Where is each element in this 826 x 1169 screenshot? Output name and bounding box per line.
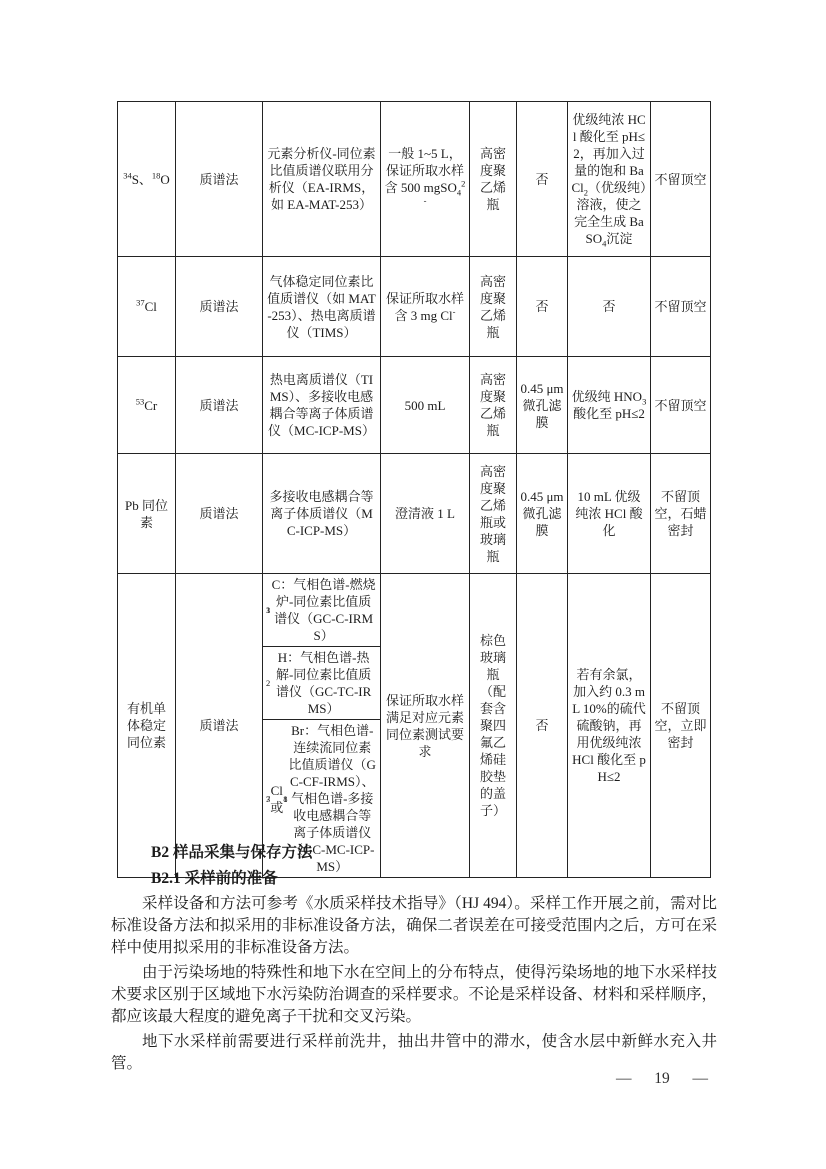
cell-preservation: 10 mL 优级纯浓 HCl 酸化: [568, 454, 651, 574]
body-text: [111, 840, 717, 1075]
cell-isotope: $^{37}$Cl: [118, 257, 176, 357]
cell-preservation: 否: [568, 257, 651, 357]
footer-page-number: [616, 1070, 708, 1088]
cell-instrument: 热电离质谱仪（TIMS）、多接收电感耦合等离子体质谱仪（MC-ICP-MS）: [263, 357, 381, 454]
cell-container: 高密度聚乙烯瓶或玻璃瓶: [470, 454, 517, 574]
cell-preservation: 优级纯 $HNO_3$酸化至 pH≤2: [568, 357, 651, 454]
section-heading-b21: B2.1 采样前的准备: [151, 870, 278, 887]
cell-headspace: 不留顶空: [651, 102, 711, 257]
cell-method: 质谱法: [176, 257, 263, 357]
page-number-dash-right: —: [692, 1070, 708, 1087]
table-row: [118, 454, 711, 574]
cell-isotope: Pb 同位素: [118, 454, 176, 574]
cell-headspace: 不留顶空，石蜡密封: [651, 454, 711, 574]
cell-preservation: 若有余氯，加入约 0.3 mL 10%的硫代硫酸钠，再用优级纯浓 HCl 酸化至 pH≤2: [568, 574, 651, 878]
cell-headspace: 不留顶空: [651, 257, 711, 357]
cell-filter: 0.45 μm 微孔滤膜: [517, 357, 568, 454]
cell-method: 质谱法: [176, 357, 263, 454]
cell-headspace: 不留顶空: [651, 357, 711, 454]
instrument-sub-cell: 2 H：气相色谱-热解-同位素比值质谱仪（GC-TC-IRMS）: [263, 646, 380, 719]
table-row: [118, 102, 711, 257]
cell-volume: 保证所取水样满足对应元素同位素测试要求: [381, 574, 470, 878]
cell-instrument: 元素分析仪-同位素比值质谱仪联用分析仪（EA-IRMS，如 EA-MAT-253）: [263, 102, 381, 257]
cell-container: 棕色玻璃瓶（配套含聚四氟乙烯硅胶垫的盖子）: [470, 574, 517, 878]
cell-filter: 0.45 μm 微孔滤膜: [517, 454, 568, 574]
cell-volume: 保证所取水样含 3 mg Cl-: [381, 257, 470, 357]
cell-container: 高密度聚乙烯瓶: [470, 257, 517, 357]
paragraph: 由于污染场地的特殊性和地下水在空间上的分布特点，使得污染场地的地下水采样技术要求区别于区域地下水污染防治调查的采样要求。不论是采样设备、材料和采样顺序，都应该最大程度的避免离子干扰和交叉污染。: [111, 964, 717, 1025]
cell-filter: 否: [517, 102, 568, 257]
table-row: [118, 357, 711, 454]
cell-filter: 否: [517, 574, 568, 878]
cell-volume: 500 mL: [381, 357, 470, 454]
paragraph: 采样设备和方法可参考《水质采样技术指导》（HJ 494）。采样工作开展之前，需对比标准设备方法和拟采用的非标准设备方法，确保二者误差在可接受范围内之后，方可在采样中使用拟采用的非标准设备方法。: [111, 895, 717, 956]
cell-isotope: $^{34}$S、$^{18}$O: [118, 102, 176, 257]
cell-isotope: $^{53}$Cr: [118, 357, 176, 454]
page-number: 19: [654, 1070, 670, 1087]
cell-container: 高密度聚乙烯瓶: [470, 102, 517, 257]
cell-instrument: 气体稳定同位素比值质谱仪（如 MAT-253）、热电离质谱仪（TIMS）: [263, 257, 381, 357]
section-heading-b2: B2 样品采集与保存方法: [151, 844, 313, 861]
page-number-dash-left: —: [616, 1070, 632, 1087]
cell-headspace: 不留顶空，立即密封: [651, 574, 711, 878]
instrument-sub-cell: 37 Cl 或 81 Br：气相色谱-连续流同位素比值质谱仪（GC-CF-IRMS）、气相色谱-多接收电感耦合等离子体质谱仪（GC-MC-ICP-MS）: [263, 719, 380, 877]
cell-volume: 一般 1~5 L，保证所取水样含 500 mgSO$_4^{2-}$: [381, 102, 470, 257]
isotope-sampling-table: [117, 101, 711, 878]
paragraph: 地下水采样前需要进行采样前洗井，抽出井管中的滞水，使含水层中新鲜水充入井管。: [111, 1033, 717, 1072]
table-row: [118, 574, 711, 878]
cell-method: 质谱法: [176, 454, 263, 574]
cell-volume: 澄清液 1 L: [381, 454, 470, 574]
instrument-sub-cell: 13 C：气相色谱-燃烧炉-同位素比值质谱仪（GC-C-IRMS）: [266, 577, 376, 643]
cell-instrument: 多接收电感耦合等离子体质谱仪（MC-ICP-MS）: [263, 454, 381, 574]
cell-method: 质谱法: [176, 102, 263, 257]
cell-filter: 否: [517, 257, 568, 357]
cell-instrument: [263, 574, 381, 878]
table-row: [118, 257, 711, 357]
cell-container: 高密度聚乙烯瓶: [470, 357, 517, 454]
cell-preservation: 优级纯浓 HCl 酸化至 pH≤2，再加入过量的饱和 BaCl$_2$（优级纯）溶液，使之完全生成 BaSO$_4$沉淀: [568, 102, 651, 257]
cell-isotope: 有机单体稳定同位素: [118, 574, 176, 878]
cell-method: 质谱法: [176, 574, 263, 878]
